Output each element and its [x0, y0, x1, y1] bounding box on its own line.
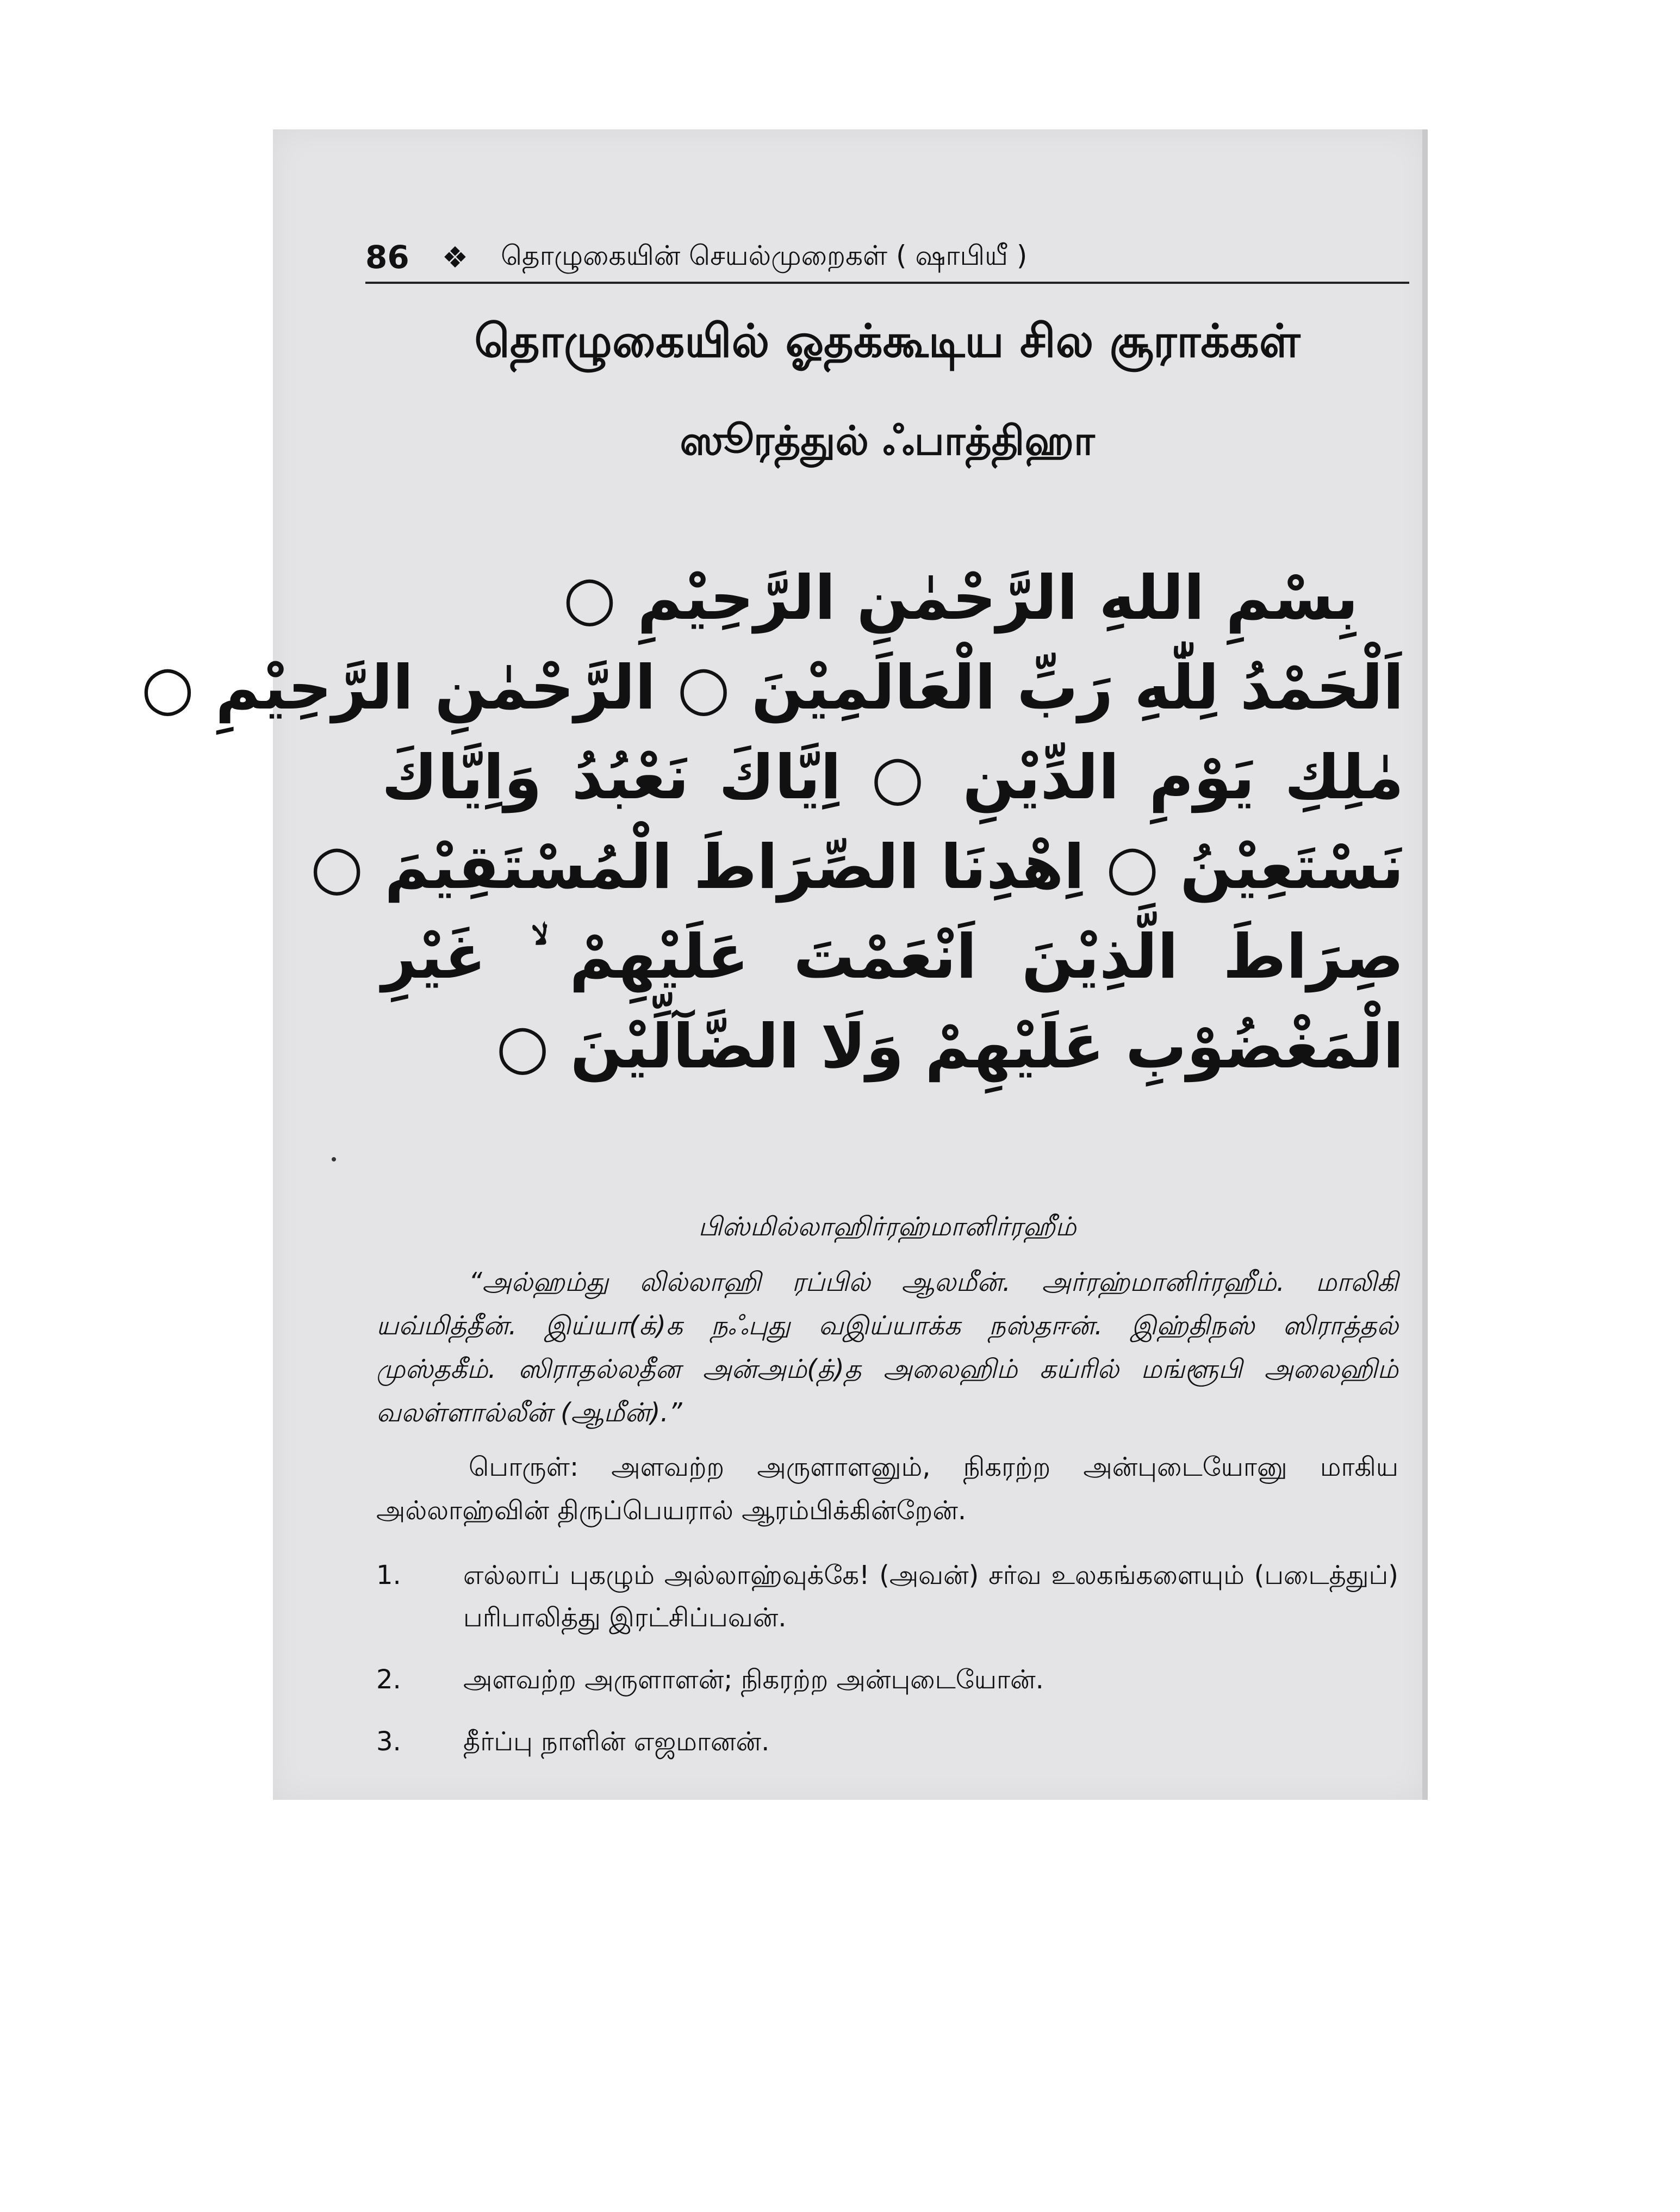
arabic-line: اَلْحَمْدُ لِلّٰهِ رَبِّ الْعَالَمِيْنَ ○ الرَّحْمٰنِ الرَّحِيْمِ ○	[141, 653, 1404, 723]
transliteration-title: பிஸ்மில்லாஹிர்ரஹ்மானிர்ரஹீம்	[698, 1211, 1077, 1242]
arabic-line: مٰلِكِ يَوْمِ الدِّيْنِ ○ اِيَّاكَ نَعْبُدُ وَاِيَّاكَ	[382, 742, 1404, 813]
list-item	[376, 1554, 1398, 1639]
list-text: அளவற்ற அருளாளன்; நிகரற்ற அன்புடையோன்.	[463, 1664, 1044, 1695]
list-number: 3.	[376, 1726, 401, 1757]
verse-meaning-list	[376, 1554, 1398, 1782]
surah-title: ஸூரத்துல் ஃபாத்திஹா	[680, 418, 1095, 464]
list-item	[376, 1658, 1398, 1701]
chapter-title: தொழுகையில் ஓதக்கூடிய சில சூராக்கள்	[474, 314, 1301, 368]
arabic-line: نَسْتَعِيْنُ ○ اِهْدِنَا الصِّرَاطَ الْمُسْتَقِيْمَ ○	[310, 832, 1404, 903]
page-edge	[1422, 129, 1428, 1800]
running-title: தொழுகையின் செயல்முறைகள் ( ஷாபியீ )	[501, 239, 1028, 271]
list-text: தீர்ப்பு நாளின் எஜமானன்.	[463, 1726, 770, 1757]
arabic-text	[141, 554, 1404, 1092]
list-item	[376, 1720, 1398, 1763]
transliteration-paragraph: “அல்ஹம்து லில்லாஹி ரப்பில் ஆலமீன். அர்ரஹ்மானிர்ரஹீம். மாலிகி யவ்மித்தீன். இய்யா(க்)க நஃபுது வஇய்யாக்க நஸ்தஈன். இஹ்திநஸ் ஸிராத்தல் முஸ்தகீம். ஸிராதல்லதீன அன்அம்(த்)த அலைஹிம் கய்ரில் மங்ளூபி அலைஹிம் வலள்ளால்லீன் (ஆமீன்).”	[376, 1267, 1399, 1428]
meaning-paragraph: பொருள்: அளவற்ற அருளாளனும், நிகரற்ற அன்புடையோனு மாகிய அல்லாஹ்வின் திருப்பெயரால் ஆரம்பிக்கின்றேன்.	[376, 1452, 1398, 1526]
book-page	[141, 129, 1426, 1800]
arabic-line: بِسْمِ اللهِ الرَّحْمٰنِ الرَّحِيْمِ ○	[563, 563, 1359, 633]
list-number: 2.	[376, 1664, 401, 1695]
page-number: 86	[365, 239, 409, 276]
page-header	[365, 233, 1409, 284]
stray-dot	[332, 1157, 336, 1161]
arabic-line: صِرَاطَ الَّذِيْنَ اَنْعَمْتَ عَلَيْهِمْ ۙ غَيْرِ	[382, 922, 1404, 992]
list-number: 1.	[376, 1560, 401, 1590]
arabic-line: الْمَغْضُوْبِ عَلَيْهِمْ وَلَا الضَّآلِّيْنَ ○	[496, 1011, 1404, 1082]
ornament-icon: ❖	[441, 240, 469, 275]
list-text: எல்லாப் புகழும் அல்லாஹ்வுக்கே! (அவன்) சர்வ உலகங்களையும் (படைத்துப்) பரிபாலித்து இரட்சிப்பவன்.	[463, 1560, 1398, 1633]
